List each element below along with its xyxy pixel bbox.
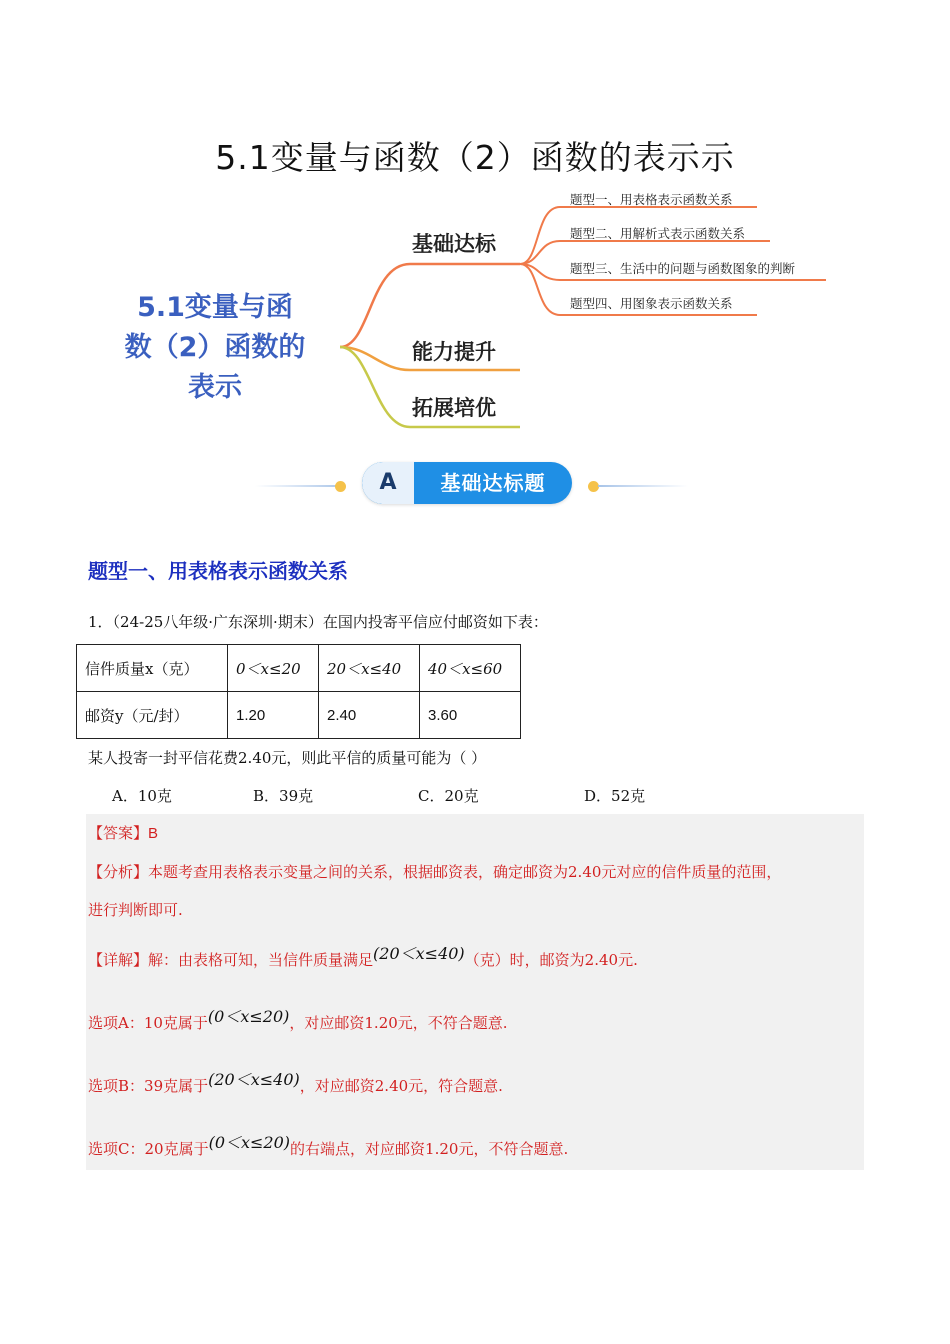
table-cell: 40＜x≤60 xyxy=(420,645,521,692)
analysis-tag: 【分析】 xyxy=(88,863,149,881)
opt-c-post: 的右端点，对应邮资1.20元，不符合题意. xyxy=(290,1140,569,1158)
badge-right-line xyxy=(598,485,688,487)
table-header-cell: 邮资y（元/封） xyxy=(77,692,228,739)
opt-c-pre: 选项C：20克属于 xyxy=(88,1140,209,1158)
option-b-explanation xyxy=(88,1070,503,1096)
leaf-type-3: 题型三、生活中的问题与函数图象的判断 xyxy=(570,261,796,276)
detail-tag: 【详解】 xyxy=(88,951,149,969)
option-a-explanation xyxy=(88,1007,508,1033)
center-line: 表示 xyxy=(188,372,242,403)
detail-line xyxy=(88,944,638,970)
opt-a-math: (0＜x≤20) xyxy=(207,1007,290,1026)
table-cell: 3.60 xyxy=(420,692,521,739)
type-heading: 题型一、用表格表示函数关系 xyxy=(88,559,348,583)
table-row xyxy=(77,645,521,692)
leaf-type-1: 题型一、用表格表示函数关系 xyxy=(570,192,733,207)
option-c-explanation xyxy=(88,1133,569,1159)
badge-left-dot xyxy=(335,481,346,492)
mindmap-center-topic xyxy=(110,288,320,408)
question-text: 在国内投寄平信应付邮资如下表： xyxy=(322,613,548,631)
table-row xyxy=(77,692,521,739)
detail-post: （克）时，邮资为2.40元. xyxy=(464,951,638,969)
option-a: A．10克 xyxy=(112,787,172,805)
opt-a-pre: 选项A：10克属于 xyxy=(88,1014,208,1032)
question-source: （24-25八年级·广东深圳·期末） xyxy=(112,613,323,631)
answer-line xyxy=(88,822,158,843)
analysis-text: 本题考查用表格表示变量之间的关系，根据邮资表，确定邮资为2.40元对应的信件质量的范围， xyxy=(148,863,782,881)
opt-b-math: (20＜x≤40) xyxy=(208,1070,300,1089)
detail-pre: 解：由表格可知，当信件质量满足 xyxy=(148,951,374,969)
analysis-line-2: 进行判断即可. xyxy=(88,901,183,919)
table-header-cell: 信件质量x（克） xyxy=(77,645,228,692)
analysis-line-1 xyxy=(88,861,781,882)
detail-math: (20＜x≤40) xyxy=(373,944,465,963)
postage-table xyxy=(76,644,521,739)
opt-a-post: ，对应邮资1.20元，不符合题意. xyxy=(289,1014,508,1032)
option-b: B．39克 xyxy=(253,787,314,805)
branch-ability: 能力提升 xyxy=(412,340,496,364)
badge-letter: A xyxy=(362,462,414,504)
center-line: 5.1变量与函 xyxy=(137,292,293,323)
table-cell: 20＜x≤40 xyxy=(319,645,420,692)
leaf-type-2: 题型二、用解析式表示函数关系 xyxy=(570,226,746,241)
question-follow-up: 某人投寄一封平信花费2.40元，则此平信的质量可能为（ ） xyxy=(88,749,487,767)
answer-value: B xyxy=(148,825,159,842)
table-cell: 1.20 xyxy=(228,692,319,739)
branch-extension: 拓展培优 xyxy=(412,396,496,420)
question-number: 1． xyxy=(88,613,113,631)
leaf-type-4: 题型四、用图象表示函数关系 xyxy=(570,296,733,311)
badge-left-line xyxy=(255,485,345,487)
page-title: 5.1变量与函数（2）函数的表示示 xyxy=(215,138,735,177)
question-stem xyxy=(88,611,548,632)
option-c: C．20克 xyxy=(418,787,479,805)
opt-b-post: ，对应邮资2.40元，符合题意. xyxy=(299,1077,503,1095)
answer-tag: 【答案】 xyxy=(88,824,149,842)
opt-c-math: (0＜x≤20) xyxy=(208,1133,291,1152)
table-cell: 0＜x≤20 xyxy=(228,645,319,692)
center-line: 数（2）函数的 xyxy=(124,332,306,363)
section-badge xyxy=(362,462,572,504)
badge-label: 基础达标题 xyxy=(440,471,546,495)
opt-b-pre: 选项B：39克属于 xyxy=(88,1077,209,1095)
branch-basic: 基础达标 xyxy=(412,232,496,256)
table-cell: 2.40 xyxy=(319,692,420,739)
option-d: D．52克 xyxy=(584,787,646,805)
